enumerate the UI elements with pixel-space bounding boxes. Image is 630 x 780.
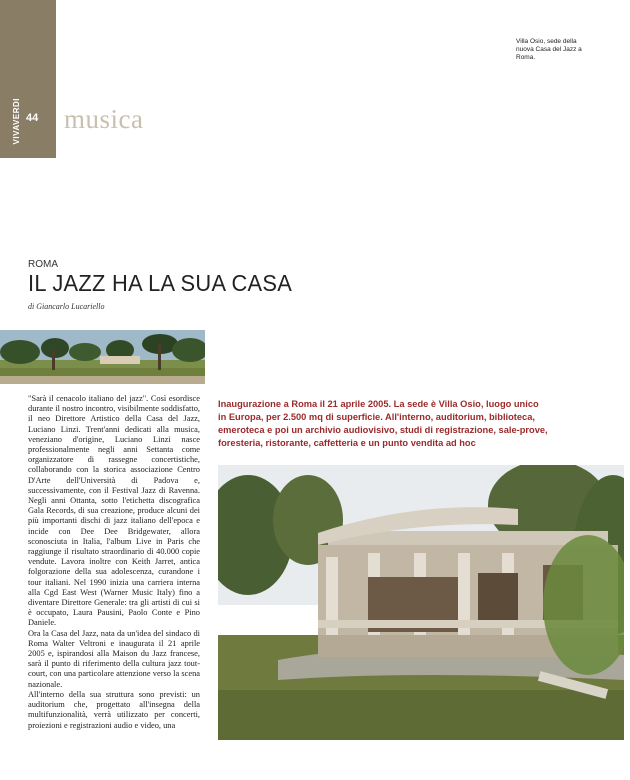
byline-prefix: di	[28, 302, 35, 311]
article-kicker: ROMA	[28, 259, 58, 270]
photo-caption: Villa Osio, sede della nuova Casa del Jazz a Roma.	[516, 38, 582, 61]
author-name: Giancarlo Lucariello	[36, 302, 105, 311]
paragraph: "Sarà il cenacolo italiano del jazz". Così esordisce durante il nostro incontro, visibilmente soddisfatto, il neo Direttore Artistico della Casa del Jazz, Luciano Linzi. Trent'anni dedicati alla musica, veneziano d'origine, Luciano Linzi nasce professionalmente negli anni Settanta come organizzatore di rassegne concertistiche, collaborando con la storica associazione Centro D'Arte dell'Università di Padova e, successivamente, con il Festival Jazz di Ravenna. Negli anni Ottanta, sotto l'etichetta discografica Gala Records, di sua creazione, produce alcuni dei più importanti dischi di jazz italiano dell'epoca e incide con Dee Dee Bridgewater, allora sconosciuta in Italia, l'album Live in Paris che raggiunge il risultato straordinario di 40.000 copie vendute. Lavora inoltre con Keith Jarret, antica folgorazione della sua adolescenza, curandone i tour italiani. Nel 1990 inizia una carriera interna alla Cgd East West (Warner Music Italy) fino a diventare Direttore Generale: tra gli artisti di cui si è occupato, Laura Pausini, Paolo Conte e Pino Daniele.	[28, 394, 200, 628]
landscape-strip-image	[0, 330, 205, 384]
page-number: 44	[26, 112, 39, 124]
section-title: musica	[64, 104, 144, 134]
article-highlight: Inaugurazione a Roma il 21 aprile 2005. La sede è Villa Osio, luogo unico in Europa, per 2.500 mq di superficie. All'interno, auditorium, biblioteca, emeroteca e poi un archivio audiovisivo, studi di registrazione, sale-prove, foresteria, ristorante, caffetteria e un punto vendita ad hoc	[218, 399, 548, 448]
header-tab	[0, 0, 56, 158]
paragraph: Ora la Casa del Jazz, nata da un'idea del sindaco di Roma Walter Veltroni e inaugurata il 21 aprile 2005 e, ispirandosi alla Maison du Jazz francese, sarà il punto di riferimento della cultura jazz tout-court, con una particolare attenzione verso la scena nazionale.	[28, 628, 200, 689]
article-body	[28, 394, 200, 731]
magazine-name: VIVAVERDI	[12, 98, 21, 145]
byline	[28, 302, 104, 311]
paragraph: All'interno della sua struttura sono previsti: un auditorium che, progettato all'insegna della multifunzionalità, verrà utilizzato per concerti, proiezioni e registrazioni audio e video, una	[28, 689, 200, 730]
villa-osio-photo	[218, 465, 624, 740]
article-title: IL JAZZ HA LA SUA CASA	[28, 270, 293, 296]
